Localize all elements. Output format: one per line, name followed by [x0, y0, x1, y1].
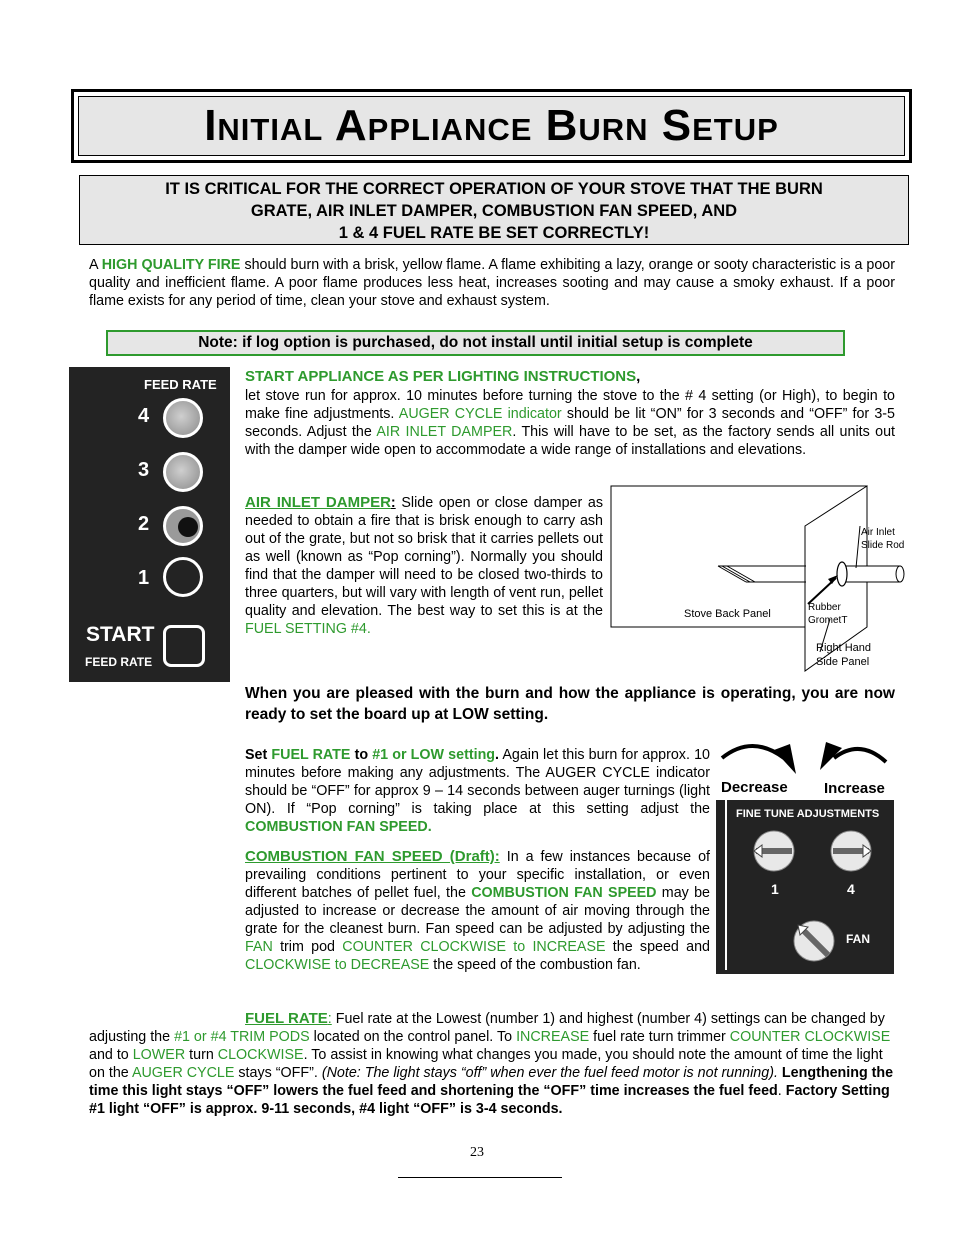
- fan-green-text: FAN: [245, 939, 273, 955]
- low-setting-paragraph: When you are pleased with the burn and how the appliance is operating, you are now ready to set the board up at LOW setting.: [245, 685, 895, 723]
- feed-rate-label-bottom: FEED RATE: [85, 655, 153, 669]
- increase-label: Increase: [824, 780, 885, 797]
- fuel-setting-4-text: FUEL SETTING #4.: [245, 621, 371, 637]
- intro-text: A: [89, 257, 102, 273]
- air-inlet-damper-text: AIR INLET DAMPER: [376, 424, 513, 440]
- fuel-text-6: . To assist in knowing what changes you made, you should note the amount of time the light on the: [89, 1047, 883, 1081]
- feed-rate-control-panel: [69, 367, 230, 682]
- air-inlet-label-1: Air Inlet: [861, 527, 895, 538]
- right-hand-label-2: Side Panel: [816, 656, 870, 668]
- fuel-rate-colon: :: [327, 1011, 332, 1027]
- fuel-text-4: and to: [89, 1047, 133, 1063]
- fan-text-5: the speed of the combustion fan.: [429, 957, 641, 973]
- fuel-rate-paragraph: [89, 1010, 895, 1118]
- auger-cycle-indicator-text: AUGER CYCLE indicator: [398, 406, 562, 422]
- counter-clockwise-increase-text: COUNTER CLOCKWISE to INCREASE: [342, 939, 606, 955]
- title-frame: [71, 89, 912, 163]
- set-to-text: to: [350, 747, 373, 763]
- intro-paragraph: [89, 256, 895, 310]
- start-heading: [245, 368, 640, 385]
- fuel-text-7: stays “OFF”.: [234, 1065, 322, 1081]
- start-heading-comma: ,: [636, 368, 641, 385]
- fan-label: FAN: [846, 932, 870, 946]
- fuel-bold-1: Lengthening the time this light stays “OFF” lowers the fuel feed and shortening the “OFF” time increases the fuel feed: [89, 1065, 894, 1099]
- start-text-1: let stove run for approx. 10 minutes before turning the stove to the # 4 setting (or High), to begin to make fine adjustments.: [245, 388, 895, 422]
- setting-1-number: 1: [138, 567, 150, 589]
- set-fuel-rate-paragraph: [245, 746, 710, 836]
- title-inner-frame: [78, 96, 905, 156]
- fuel-text-5: turn: [185, 1047, 218, 1063]
- fan-speed-green-text: COMBUSTION FAN SPEED: [471, 885, 657, 901]
- clockwise-decrease-text: CLOCKWISE to DECREASE: [245, 957, 430, 973]
- air-inlet-text: Slide open or close damper as needed to obtain a fire that is brisk enough to carry ash out of the grate, but not so brisk that it carries pellets out as well (known as “Pop corning”). Normally you should find that the damper will need to be closed two-thirds to three quarters, but will vary with length of vent run, pellet quality and elevation. The best way to set this is at the: [245, 495, 604, 619]
- fine-tune-svg: [716, 736, 900, 976]
- critical-line-1: IT IS CRITICAL FOR THE CORRECT OPERATION OF YOUR STOVE THAT THE BURN: [165, 180, 823, 198]
- set-body-text: Again let this burn for approx. 10 minutes before making any adjustments. The AUGER CYCLE indicator should be “OFF” for approx 9 – 14 seconds between auger turnings (light ON). If “Pop corning” is taking place at this setting adjust the: [245, 747, 710, 817]
- air-inlet-colon: :: [390, 495, 396, 511]
- air-inlet-paragraph: [245, 494, 603, 638]
- stove-back-panel-label: Stove Back Panel: [684, 608, 771, 620]
- indicator-light-2-icon: [163, 506, 203, 546]
- right-hand-label-1: Right Hand: [816, 642, 872, 654]
- set-period: .: [495, 747, 500, 763]
- rubber-grommet-label-1: Rubber: [808, 602, 841, 613]
- indicator-light-4-icon: [163, 398, 203, 438]
- setting-2-number: 2: [138, 513, 150, 535]
- fuel-text-2: located on the control panel. To: [309, 1029, 517, 1045]
- increase-text: INCREASE: [516, 1029, 590, 1045]
- indicator-light-1-icon: [163, 557, 203, 597]
- counter-clockwise-text: COUNTER CLOCKWISE: [729, 1029, 891, 1045]
- auger-cycle-text: AUGER CYCLE: [131, 1065, 235, 1081]
- start-button-icon: [163, 625, 205, 667]
- set-text: Set: [245, 747, 272, 763]
- critical-line-2: GRATE, AIR INLET DAMPER, COMBUSTION FAN SPEED, AND: [250, 202, 738, 220]
- air-inlet-heading: AIR INLET DAMPER: [245, 494, 391, 511]
- start-text-2: should be lit “ON” for 3 seconds and “OFF” for 3-5 seconds. Adjust the: [245, 406, 896, 440]
- setting-3-number: 3: [138, 459, 150, 481]
- fan-text-3: trim pod: [272, 939, 343, 955]
- indicator-light-3-icon: [163, 452, 203, 492]
- start-text-3: . This will have to be set, as the factory sends all units out with the damper wide open to accommodate a wide range of installations and elevations.: [245, 424, 895, 458]
- start-paragraph: [245, 387, 895, 459]
- start-label: START: [86, 623, 155, 646]
- start-heading-text: START APPLIANCE AS PER LIGHTING INSTRUCTIONS: [245, 368, 637, 385]
- fuel-bold-2: Factory Setting #1 light “OFF” is approx. 9-11 seconds, #4 light “OFF” is 3-4 seconds.: [89, 1083, 890, 1117]
- fuel-rate-text: FUEL RATE: [271, 747, 351, 763]
- low-setting-text: #1 or LOW setting: [372, 747, 496, 763]
- critical-line-3: 1 & 4 FUEL RATE BE SET CORRECTLY!: [338, 224, 650, 242]
- fan-text-1: In a few instances because of prevailing conditions pertinent to your specific installation, or even different batches of pellet fuel, the: [245, 849, 710, 901]
- trim-pods-text: #1 or #4 TRIM PODS: [174, 1029, 310, 1045]
- fan-text-4: the speed and: [605, 939, 710, 955]
- footer-rule: [398, 1177, 562, 1178]
- trimmer-1-label: 1: [771, 881, 779, 897]
- fan-text-2: may be adjusted to increase or decrease the amount of air moving through the grate for the cleanest burn. Fan speed can be adjusted by adjusting the: [245, 885, 710, 937]
- combustion-fan-speed-text: COMBUSTION FAN SPEED.: [245, 819, 432, 835]
- combustion-fan-paragraph: [245, 848, 710, 974]
- page-number: 23: [470, 1145, 484, 1160]
- fine-tune-diagram: [716, 736, 900, 976]
- clockwise-text: CLOCKWISE: [217, 1047, 304, 1063]
- critical-warning-box: [79, 175, 909, 245]
- lower-text: LOWER: [132, 1047, 186, 1063]
- combustion-fan-heading: COMBUSTION FAN SPEED (Draft):: [245, 848, 500, 865]
- fuel-text-1: Fuel rate at the Lowest (number 1) and highest (number 4) settings can be changed by adjusting the: [89, 1011, 885, 1045]
- rubber-grommet-label-2: GrometT: [808, 615, 848, 626]
- air-inlet-label-2: Slide Rod: [861, 540, 905, 551]
- trimmer-4-label: 4: [847, 881, 855, 897]
- fine-tune-header: FINE TUNE ADJUSTMENTS: [736, 808, 880, 820]
- damper-diagram: [610, 486, 905, 671]
- fuel-dot: .: [777, 1083, 786, 1099]
- fuel-rate-heading: FUEL RATE: [245, 1010, 328, 1027]
- fuel-note-italic: (Note: The light stays “off” when ever the fuel feed motor is not running).: [321, 1065, 778, 1081]
- high-quality-fire-text: HIGH QUALITY FIRE: [101, 257, 241, 273]
- page-title: Initial Appliance Burn Setup: [204, 101, 779, 150]
- intro-text-rest: should burn with a brisk, yellow flame. A flame exhibiting a lazy, orange or sooty characteristic is a poor quality and inefficient flame. A poor flame produces less heat, increases sooting and may cause a smoky exhaust. If a poor flame exists for any period of time, clean your stove and exhaust system.: [89, 257, 896, 309]
- decrease-arrow-icon: [774, 744, 796, 774]
- decrease-label: Decrease: [721, 779, 788, 796]
- setting-4-number: 4: [138, 405, 150, 427]
- log-option-note: Note: if log option is purchased, do not install until initial setup is complete: [106, 330, 845, 356]
- feed-rate-label-top: FEED RATE: [144, 377, 217, 392]
- fuel-text-3: fuel rate turn trimmer: [589, 1029, 730, 1045]
